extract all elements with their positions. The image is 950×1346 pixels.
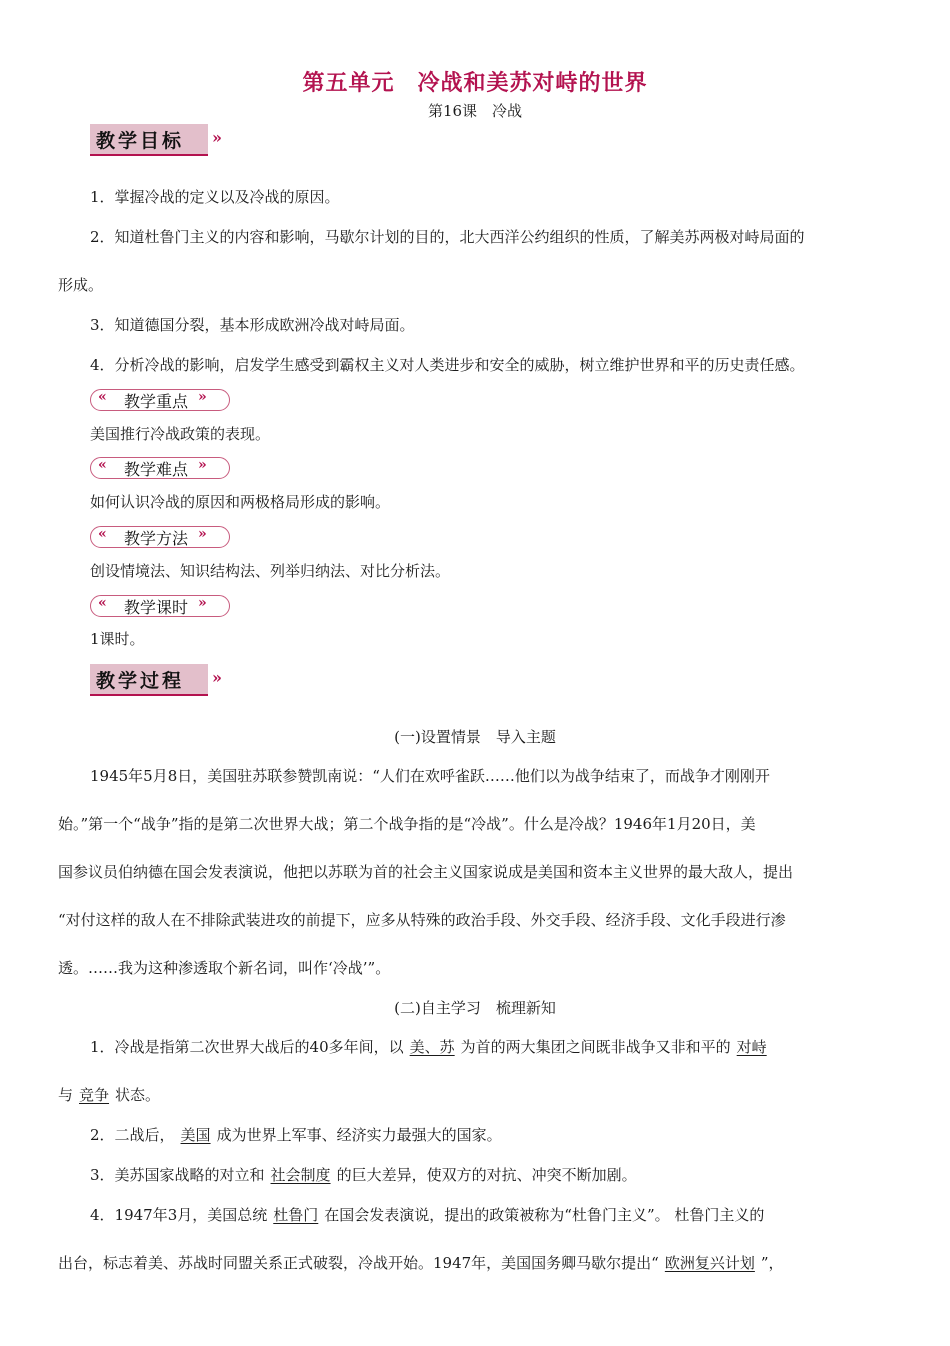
hours-header bbox=[90, 595, 230, 617]
right-double-chevron-icon: » bbox=[198, 457, 207, 473]
q3-answer: 社会制度 bbox=[270, 1166, 331, 1184]
q1-text-e: 状态。 bbox=[115, 1086, 161, 1104]
q2-answer: 美国 bbox=[180, 1126, 211, 1144]
methods-header bbox=[90, 526, 230, 548]
q1-text-a: 1．冷战是指第二次世界大战后的40多年间，以 bbox=[90, 1038, 404, 1056]
difficulties-text: 如何认识冷战的原因和两极格局形成的影响。 bbox=[90, 493, 391, 511]
key-points-header-label: 教学重点 bbox=[124, 392, 189, 411]
intro-line-2: 始。”第一个“战争”指的是第二次世界大战；第二个战争指的是“冷战”。什么是冷战？1946年1月20日，美 bbox=[58, 815, 756, 833]
q1-answer-3: 竞争 bbox=[79, 1086, 110, 1104]
q1-text-c: 为首的两大集团之间既非战争又非和平的 bbox=[460, 1038, 731, 1056]
q1-answer-2: 对峙 bbox=[736, 1038, 767, 1056]
key-points-text: 美国推行冷战政策的表现。 bbox=[90, 425, 271, 443]
left-double-chevron-icon: « bbox=[98, 595, 107, 611]
q3-text-c: 的巨大差异，使双方的对抗、冲突不断加剧。 bbox=[336, 1166, 637, 1184]
section-1-title: (一)设置情景 导入主题 bbox=[394, 728, 556, 746]
difficulties-header bbox=[90, 457, 230, 479]
intro-line-1: 1945年5月8日，美国驻苏联参赞凯南说：“人们在欢呼雀跃……他们以为战争结束了，而战争才刚刚开 bbox=[90, 767, 770, 785]
objective-1: 1．掌握冷战的定义以及冷战的原因。 bbox=[90, 188, 340, 206]
double-arrow-icon: » bbox=[212, 128, 222, 147]
process-header bbox=[90, 664, 238, 698]
q4-text-d: 出台，标志着美、苏战时同盟关系正式破裂，冷战开始。1947年，美国国务卿马歇尔提出“ bbox=[58, 1254, 659, 1272]
left-double-chevron-icon: « bbox=[98, 389, 107, 405]
methods-header-label: 教学方法 bbox=[124, 529, 189, 548]
question-3 bbox=[90, 1164, 637, 1186]
q1-answer-1: 美、苏 bbox=[409, 1038, 455, 1056]
q1-text-d: 与 bbox=[58, 1086, 74, 1104]
right-double-chevron-icon: » bbox=[198, 595, 207, 611]
q4-text-a: 4．1947年3月，美国总统 bbox=[90, 1206, 268, 1224]
question-1-line1 bbox=[90, 1036, 773, 1058]
hours-header-label: 教学课时 bbox=[124, 598, 189, 617]
question-2 bbox=[90, 1124, 502, 1146]
left-double-chevron-icon: « bbox=[98, 526, 107, 542]
objective-2-line1: 2．知道杜鲁门主义的内容和影响，马歇尔计划的目的，北大西洋公约组织的性质，了解美苏两极对峙局面的 bbox=[90, 228, 805, 246]
right-double-chevron-icon: » bbox=[198, 389, 207, 405]
q4-answer-2: 欧洲复兴计划 bbox=[664, 1254, 755, 1272]
left-double-chevron-icon: « bbox=[98, 457, 107, 473]
objectives-header-label: 教学目标 bbox=[96, 130, 185, 152]
q2-text-a: 2．二战后， bbox=[90, 1126, 175, 1144]
methods-text: 创设情境法、知识结构法、列举归纳法、对比分析法。 bbox=[90, 562, 451, 580]
q2-text-c: 成为世界上军事、经济实力最强大的国家。 bbox=[216, 1126, 502, 1144]
objective-4: 4．分析冷战的影响，启发学生感受到霸权主义对人类进步和安全的威胁，树立维护世界和平的历史责任感。 bbox=[90, 356, 805, 374]
intro-line-5: 透。……我为这种渗透取个新名词，叫作‘冷战’”。 bbox=[58, 959, 391, 977]
right-double-chevron-icon: » bbox=[198, 526, 207, 542]
section-2-title: (二)自主学习 梳理新知 bbox=[394, 999, 556, 1017]
key-points-header bbox=[90, 389, 230, 411]
q4-text-f: ”， bbox=[760, 1254, 784, 1272]
difficulties-header-label: 教学难点 bbox=[124, 460, 189, 479]
double-arrow-icon: » bbox=[212, 668, 222, 687]
lesson-title: 第16课 冷战 bbox=[427, 102, 523, 120]
objectives-header bbox=[90, 124, 238, 158]
question-4-line2 bbox=[58, 1252, 784, 1274]
q4-answer-1: 杜鲁门 bbox=[273, 1206, 319, 1224]
question-1-line2 bbox=[58, 1084, 160, 1106]
q4-text-c: 在国会发表演说，提出的政策被称为“杜鲁门主义”。 杜鲁门主义的 bbox=[324, 1206, 765, 1224]
intro-line-3: 国参议员伯纳德在国会发表演说，他把以苏联为首的社会主义国家说成是美国和资本主义世界的最大敌人，提出 bbox=[58, 863, 794, 881]
hours-text: 1课时。 bbox=[90, 630, 145, 648]
process-header-label: 教学过程 bbox=[96, 670, 185, 692]
unit-title: 第五单元 冷战和美苏对峙的世界 bbox=[302, 71, 648, 96]
objective-3: 3．知道德国分裂，基本形成欧洲冷战对峙局面。 bbox=[90, 316, 415, 334]
question-4-line1 bbox=[90, 1204, 764, 1226]
objective-2-line2: 形成。 bbox=[58, 276, 104, 294]
q3-text-a: 3．美苏国家战略的对立和 bbox=[90, 1166, 265, 1184]
intro-line-4: “对付这样的敌人在不排除武装进攻的前提下，应多从特殊的政治手段、外交手段、经济手段、文化手段进行渗 bbox=[58, 911, 786, 929]
